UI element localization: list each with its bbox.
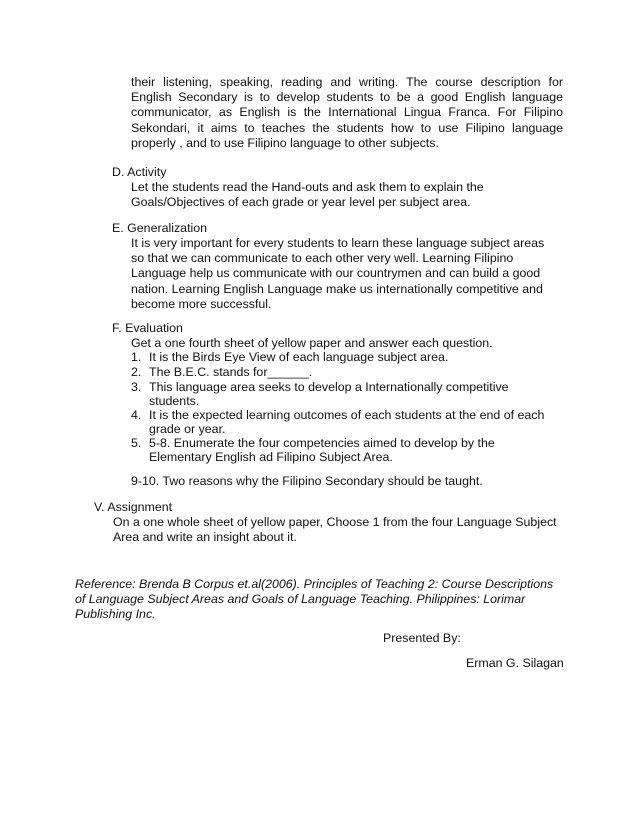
section-v-line: Area and write an insight about it. [113, 530, 297, 545]
section-e-line: Language help us communicate with our countrymen and can build a good [131, 266, 541, 281]
intro-paragraph [131, 75, 563, 151]
section-f-heading: F. Evaluation [112, 321, 183, 335]
intro-line: Sekondari, it aims to teaches the students how to use Filipino language [131, 120, 563, 135]
section-e-line: It is very important for every students to learn these language subject areas [131, 236, 545, 250]
question-number: 4. [131, 408, 142, 422]
section-f-instruction: Get a one fourth sheet of yellow paper and answer each question. [131, 336, 493, 350]
question-text: students. [149, 394, 200, 408]
presented-by-label: Presented By: [383, 631, 461, 645]
section-v-body [113, 515, 557, 545]
section-d-body [131, 180, 484, 210]
intro-line: their listening, speaking, reading and writing. The course description for [131, 75, 563, 89]
section-d-line: Let the students read the Hand-outs and ask them to explain the [131, 180, 484, 194]
question-text: grade or year. [149, 422, 226, 436]
question-number: 5. [131, 436, 142, 450]
section-v-line: On a one whole sheet of yellow paper, Choose 1 from the four Language Subject [113, 515, 557, 529]
question-number: 3. [131, 380, 142, 394]
section-d-heading: D. Activity [112, 165, 167, 179]
reference-block [75, 577, 553, 623]
question-text: The B.E.C. stands for______. [149, 365, 313, 379]
question-text: It is the expected learning outcomes of each students at the end of each [149, 408, 545, 422]
question-text: This language area seeks to develop a Internationally competitive [149, 380, 509, 394]
question-text: 5-8. Enumerate the four competencies aimed to develop by the [149, 436, 495, 450]
question-extra: 9-10. Two reasons why the Filipino Secondary should be taught. [131, 474, 483, 488]
question-number: 2. [131, 365, 142, 379]
section-e-heading: E. Generalization [112, 221, 208, 235]
intro-line: English Secondary is to develop students to be a good English language [131, 90, 563, 105]
section-v-heading: V. Assignment [94, 500, 173, 514]
reference-line: of Language Subject Areas and Goals of Language Teaching. Philippines: Lorimar [75, 592, 526, 607]
question-number: 1. [131, 350, 142, 364]
reference-line: Reference: Brenda B Corpus et.al(2006). Principles of Teaching 2: Course Descriptions [75, 577, 554, 591]
section-e-line: become more successful. [131, 296, 272, 311]
intro-line: properly , and to use Filipino language to other subjects. [131, 135, 439, 150]
question-text: It is the Birds Eye View of each language subject area. [149, 350, 449, 364]
section-e-line: so that we can communicate to each other very well. Learning Filipino [131, 251, 514, 266]
section-d-line: Goals/Objectives of each grade or year level per subject area. [131, 195, 471, 210]
question-text: Elementary English ad Filipino Subject Area. [149, 450, 393, 464]
presenter-name: Erman G. Silagan [466, 656, 564, 670]
intro-line: communicator, as English is the International Lingua Franca. For Filipino [131, 105, 563, 120]
section-e-line: nation. Learning English Language make us internationally competitive and [131, 281, 543, 296]
section-e-body [131, 236, 544, 312]
reference-line: Publishing Inc. [75, 607, 156, 622]
